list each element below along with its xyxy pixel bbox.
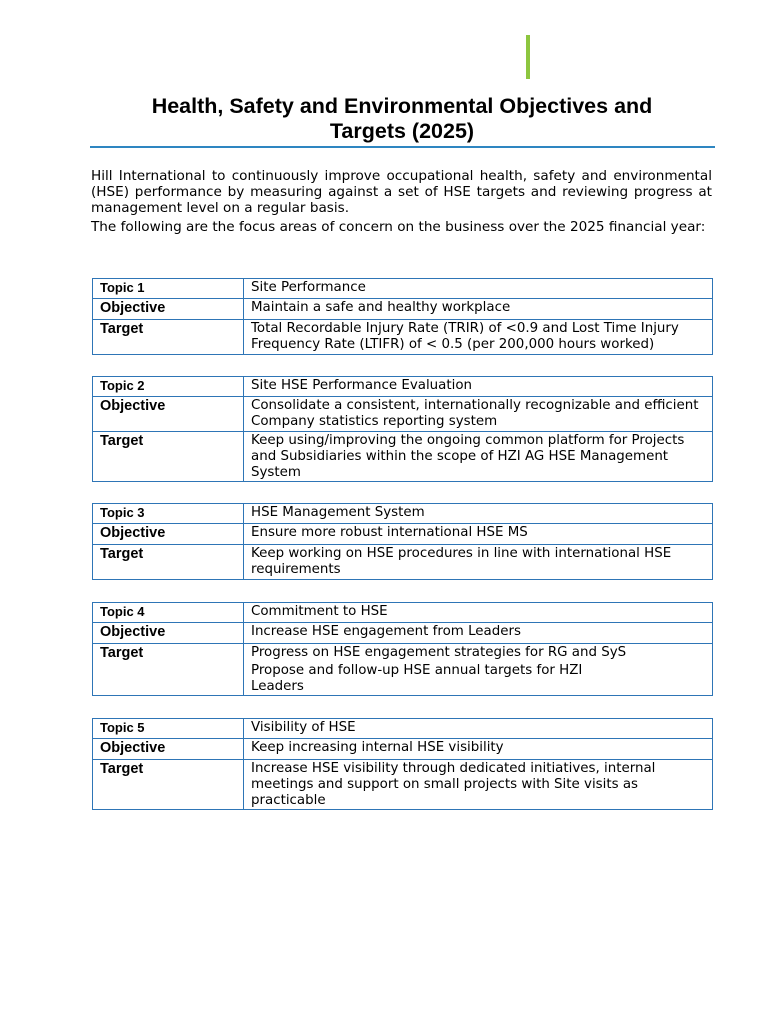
objective-label: Objective <box>93 623 244 644</box>
topic-table-1 <box>92 278 713 355</box>
objective-text: Consolidate a consistent, internationally recognizable and efficient Company statistics reporting system <box>244 397 713 432</box>
target-label: Target <box>93 320 244 355</box>
target-text: Keep working on HSE procedures in line with international HSE requirements <box>244 545 713 580</box>
topic-name: Site Performance <box>244 279 713 299</box>
topic-table-2 <box>92 376 713 482</box>
topic-table-3 <box>92 503 713 580</box>
target-text: Keep using/improving the ongoing common platform for Projects and Subsidiaries within the scope of HZI AG HSE Management System <box>244 432 713 482</box>
page-title-line-2: Targets (2025) <box>329 119 475 143</box>
topic-row <box>93 504 713 524</box>
objective-row <box>93 397 713 432</box>
objective-row <box>93 299 713 320</box>
topic-name: HSE Management System <box>244 504 713 524</box>
objective-text: Increase HSE engagement from Leaders <box>244 623 713 644</box>
topic-name: Commitment to HSE <box>244 603 713 623</box>
topic-label: Topic 5 <box>93 719 244 739</box>
topic-label: Topic 3 <box>93 504 244 524</box>
target-label: Target <box>93 644 244 696</box>
topic-row <box>93 603 713 623</box>
page-title-line-1: Health, Safety and Environmental Objectives and <box>151 94 653 118</box>
objective-text: Ensure more robust international HSE MS <box>244 524 713 545</box>
target-line: Propose and follow-up HSE annual targets for HZI <box>251 662 583 678</box>
topic-label: Topic 2 <box>93 377 244 397</box>
topic-row <box>93 377 713 397</box>
topic-name: Visibility of HSE <box>244 719 713 739</box>
topic-label: Topic 4 <box>93 603 244 623</box>
objective-row <box>93 524 713 545</box>
target-row <box>93 644 713 696</box>
topic-name: Site HSE Performance Evaluation <box>244 377 713 397</box>
target-row <box>93 760 713 810</box>
topic-row <box>93 719 713 739</box>
target-label: Target <box>93 432 244 482</box>
objective-row <box>93 623 713 644</box>
objective-row <box>93 739 713 760</box>
target-row <box>93 432 713 482</box>
objective-label: Objective <box>93 299 244 320</box>
target-text: Increase HSE visibility through dedicated initiatives, internal meetings and support on small projects with Site visits as practicable <box>244 760 713 810</box>
topic-table-4 <box>92 602 713 696</box>
target-line: Leaders <box>251 678 304 694</box>
focus-areas-paragraph: The following are the focus areas of concern on the business over the 2025 financial year: <box>91 219 706 235</box>
target-row <box>93 320 713 355</box>
title-divider <box>90 146 715 148</box>
objective-label: Objective <box>93 397 244 432</box>
topic-row <box>93 279 713 299</box>
page-title <box>92 94 712 144</box>
target-line: Progress on HSE engagement strategies for RG and SyS <box>251 645 627 660</box>
topic-table-5 <box>92 718 713 810</box>
target-row <box>93 545 713 580</box>
objective-label: Objective <box>93 524 244 545</box>
target-text <box>244 644 713 696</box>
header-accent-bar <box>526 35 530 79</box>
topic-label: Topic 1 <box>93 279 244 299</box>
objective-text: Keep increasing internal HSE visibility <box>244 739 713 760</box>
target-label: Target <box>93 545 244 580</box>
objective-label: Objective <box>93 739 244 760</box>
objective-text: Maintain a safe and healthy workplace <box>244 299 713 320</box>
target-label: Target <box>93 760 244 810</box>
target-text: Total Recordable Injury Rate (TRIR) of <0.9 and Lost Time Injury Frequency Rate (LTIFR) of < 0.5 (per 200,000 hours worked) <box>244 320 713 355</box>
intro-paragraph: Hill International to continuously improve occupational health, safety and environmental (HSE) performance by measuring against a set of HSE targets and reviewing progress at management level on a regular basis. <box>91 168 712 216</box>
